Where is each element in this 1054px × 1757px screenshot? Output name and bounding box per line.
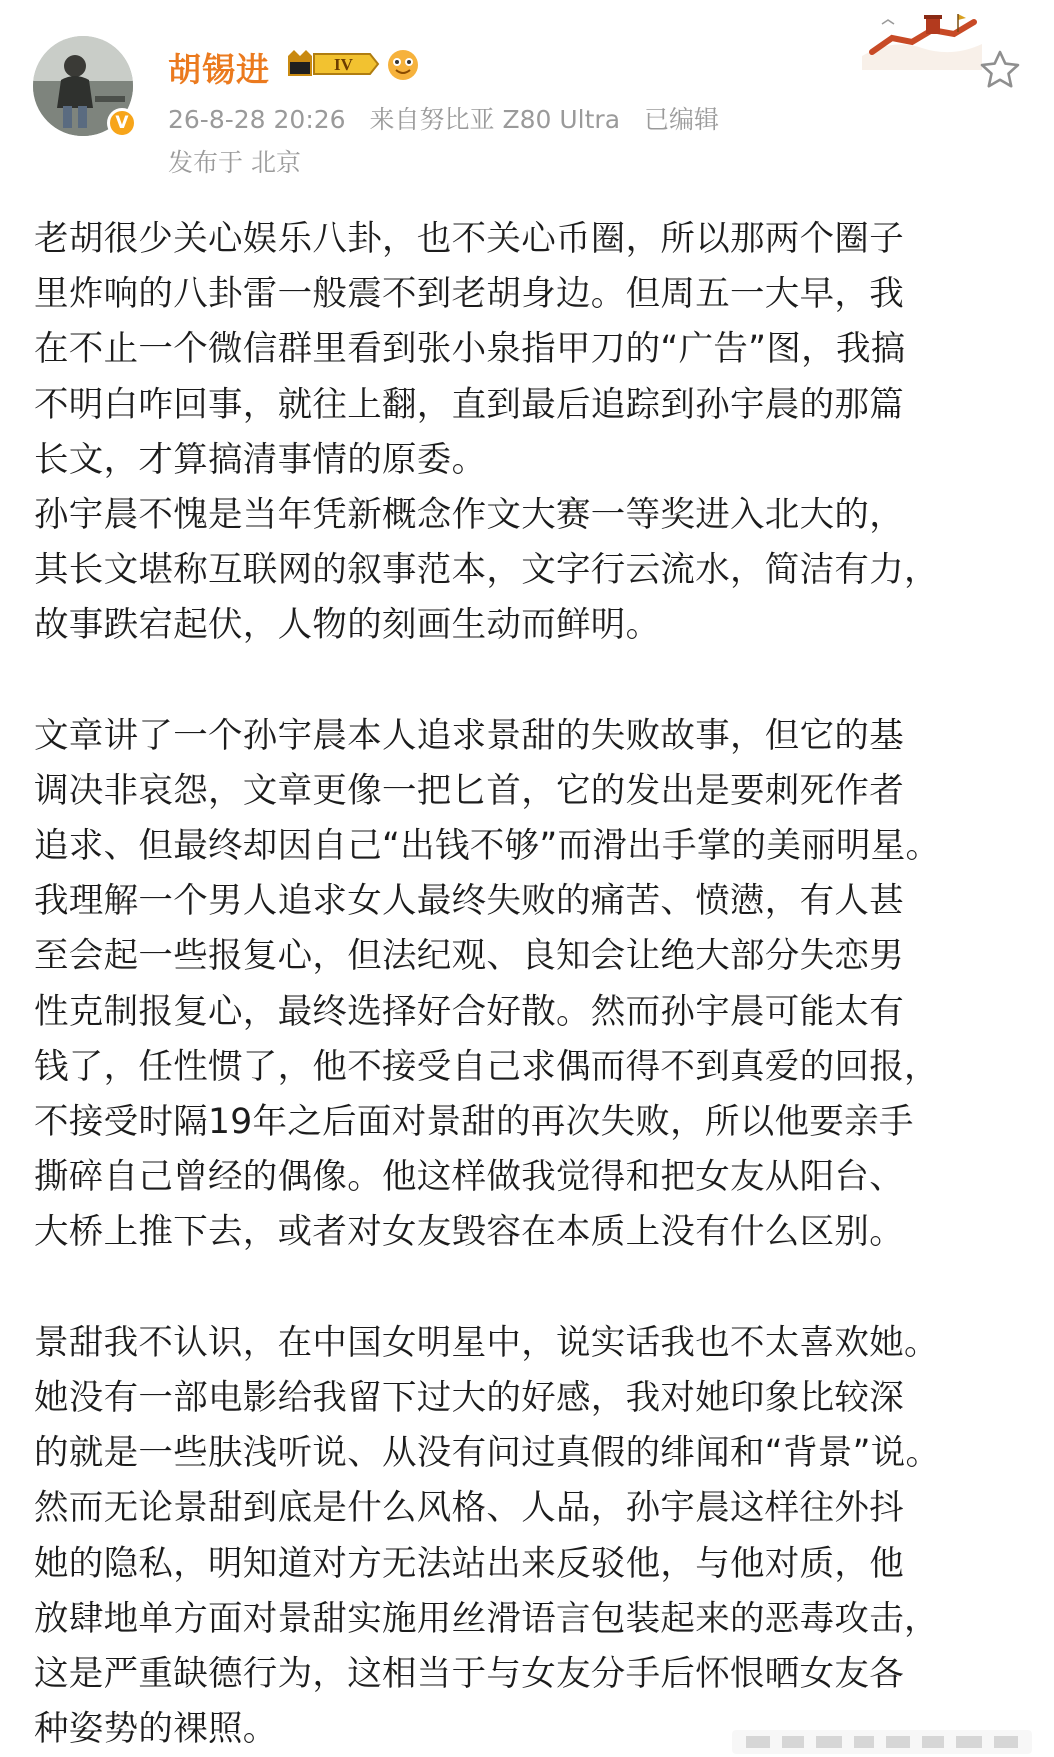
text-line: 钱了，任性惯了，他不接受自己求偶而得不到真爱的回报， <box>34 1046 939 1087</box>
text-line: 她的隐私，明知道对方无法站出来反驳他，与他对质，他 <box>34 1543 904 1584</box>
text-line: 的就是一些肤浅听说、从没有问过真假的绯闻和“背景”说。 <box>34 1433 941 1474</box>
text-line: 我理解一个男人追求女人最终失败的痛苦、愤懑，有人甚 <box>34 881 904 922</box>
verified-v-icon: V <box>107 108 137 138</box>
text-line: 种姿势的裸照。 <box>34 1709 278 1750</box>
text-line: 在不止一个微信群里看到张小泉指甲刀的“广告”图，我搞 <box>34 329 906 370</box>
text-line: 至会起一些报复心，但法纪观、良知会让绝大部分失恋男 <box>34 936 904 977</box>
post-body <box>34 212 1034 1757</box>
paragraph-2 <box>34 709 1034 1261</box>
text-line: 放肆地单方面对景甜实施用丝滑语言包装起来的恶毒攻击， <box>34 1598 939 1639</box>
text-line: 追求、但最终却因自己“出钱不够”而滑出手掌的美丽明星。 <box>34 826 941 867</box>
favorite-star-icon[interactable] <box>978 48 1022 92</box>
text-line: 撕碎自己曾经的偶像。他这样做我觉得和把女友从阳台、 <box>34 1157 904 1198</box>
author-name[interactable]: 胡锡进 <box>168 50 270 89</box>
text-line: 然而无论景甜到底是什么风格、人品，孙宇晨这样往外抖 <box>34 1488 904 1529</box>
text-line: 故事跌宕起伏，人物的刻画生动而鲜明。 <box>34 605 661 646</box>
text-line: 孙宇晨不愧是当年凭新概念作文大赛一等奖进入北大的， <box>34 494 904 535</box>
level-badge-icon[interactable] <box>284 46 380 82</box>
emoji-badge-icon[interactable] <box>386 48 420 82</box>
text-line: 这是严重缺德行为，这相当于与女友分手后怀恨晒女友各 <box>34 1653 904 1694</box>
level-badge-text: IV <box>334 55 353 74</box>
post-meta <box>168 100 735 136</box>
post-header <box>0 0 1054 180</box>
text-line: 里炸响的八卦雷一般震不到老胡身边。但周五一大早，我 <box>34 274 904 315</box>
text-line: 性克制报复心，最终选择好合好散。然而孙宇晨可能太有 <box>34 991 904 1032</box>
text-line: 不明白咋回事，就往上翻，直到最后追踪到孙宇晨的那篇 <box>34 384 904 425</box>
text-line: 老胡很少关心娱乐八卦，也不关心币圈，所以那两个圈子 <box>34 219 904 259</box>
text-line: 景甜我不认识，在中国女明星中，说实话我也不太喜欢她。 <box>34 1322 939 1363</box>
text-line: 大桥上推下去，或者对女友毁容在本质上没有什么区别。 <box>34 1212 904 1253</box>
post-timestamp[interactable]: 26-8-28 20:26 <box>168 105 346 134</box>
text-line: 其长文堪称互联网的叙事范本，文字行云流水，简洁有力， <box>34 550 939 591</box>
post-edited-label[interactable]: 已编辑 <box>643 105 719 134</box>
paragraph-3 <box>34 1316 1034 1757</box>
text-line: 不接受时隔19年之后面对景甜的再次失败，所以他要亲手 <box>34 1102 914 1142</box>
text-line: 调决非哀怨，文章更像一把匕首，它的发出是要刺死作者 <box>34 770 904 811</box>
post-location: 发布于 北京 <box>168 148 301 177</box>
paragraph-gap <box>34 1261 1034 1316</box>
toutiao-watermark-icon <box>732 1728 1032 1756</box>
paragraph-1 <box>34 212 1034 654</box>
text-line: 长文，才算搞清事情的原委。 <box>34 439 487 480</box>
text-line: 她没有一部电影给我留下过大的好感，我对她印象比较深 <box>34 1377 904 1418</box>
great-wall-decoration-icon <box>862 8 982 70</box>
paragraph-gap <box>34 654 1034 709</box>
text-line: 文章讲了一个孙宇晨本人追求景甜的失败故事，但它的基 <box>34 715 904 756</box>
post-source: 来自努比亚 Z80 Ultra <box>369 105 621 134</box>
